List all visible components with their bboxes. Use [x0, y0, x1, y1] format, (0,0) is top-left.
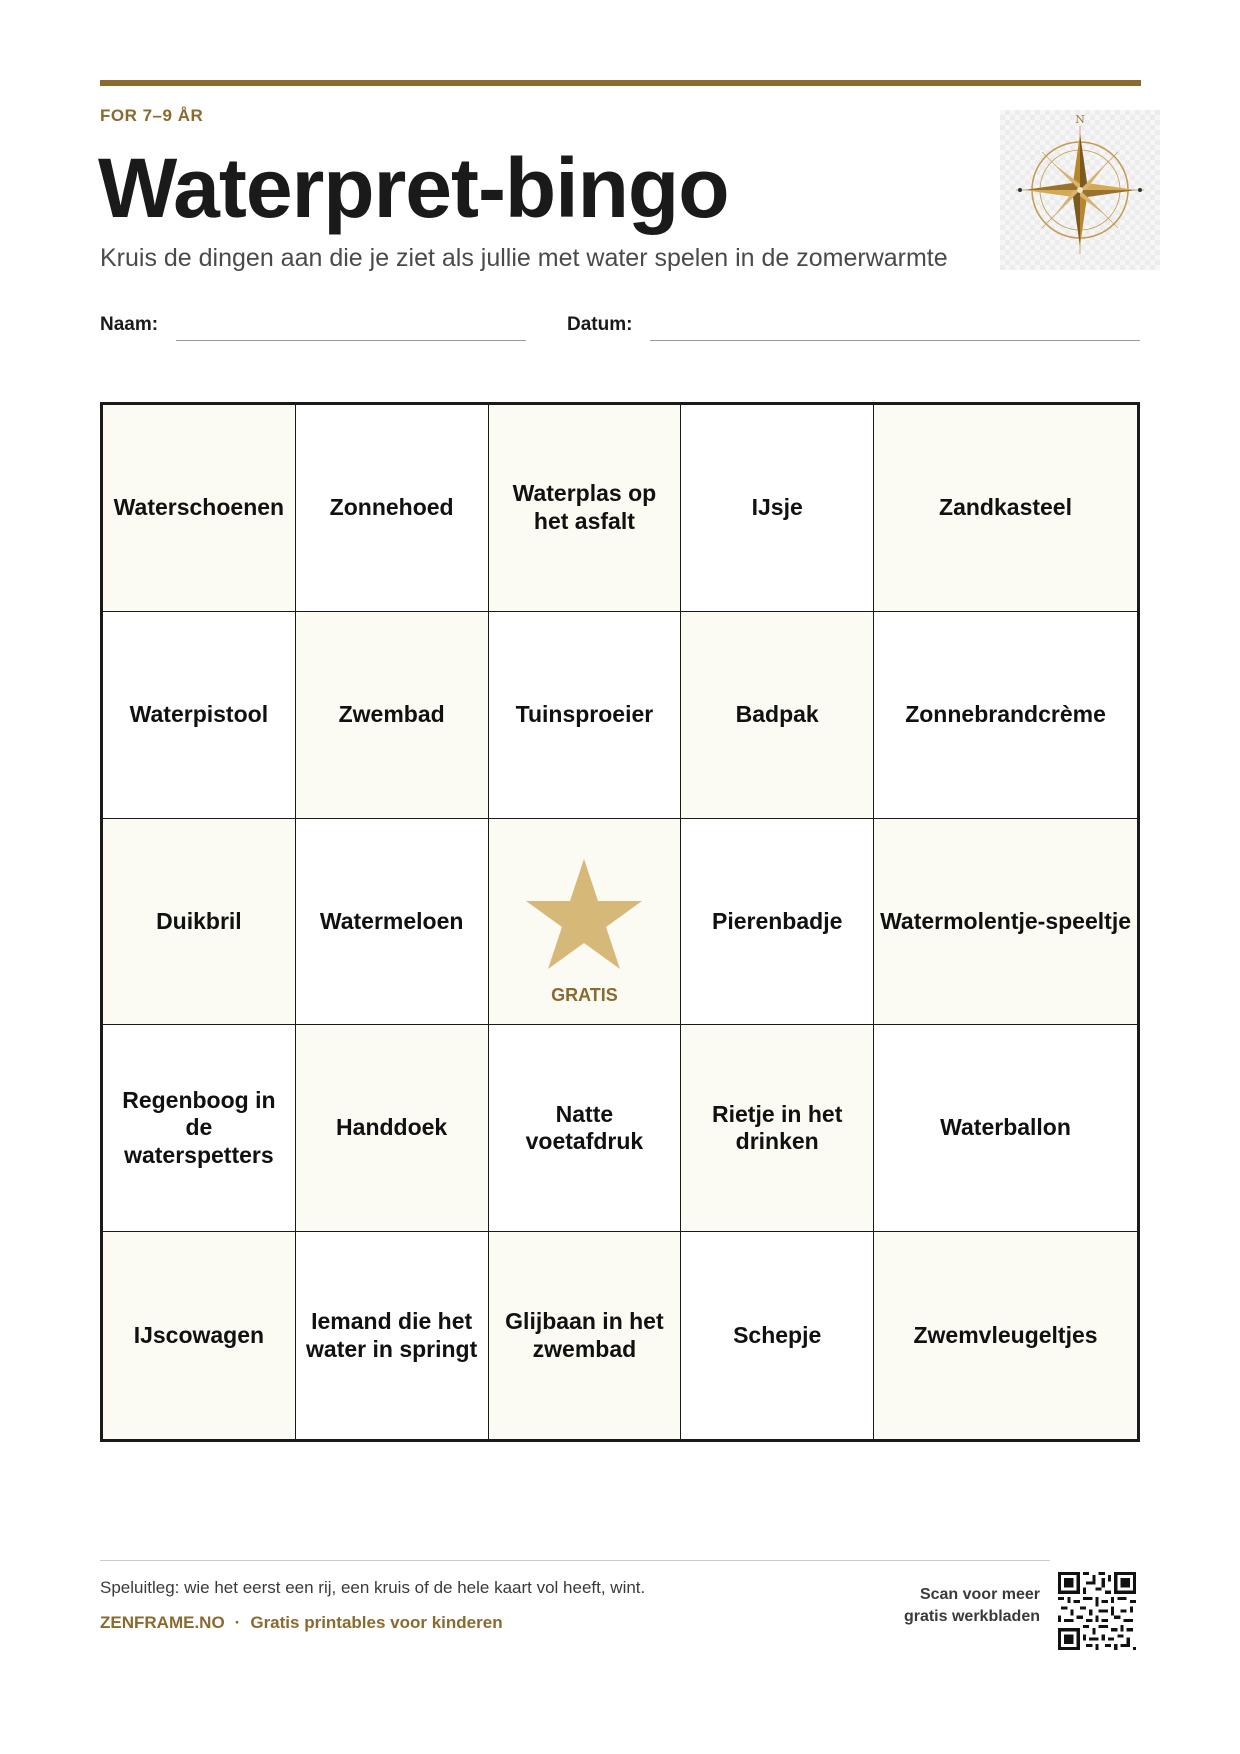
footer-divider [100, 1560, 1050, 1561]
date-label: Datum: [567, 314, 633, 335]
bingo-cell[interactable]: Watermolentje-speeltje [874, 819, 1137, 1026]
name-label: Naam: [100, 314, 159, 335]
page-subtitle: Kruis de dingen aan die je ziet als jullie met water spelen in de zomerwarmte [100, 244, 948, 272]
free-space-cell [489, 819, 682, 1026]
bingo-cell[interactable]: Duikbril [103, 819, 296, 1026]
bingo-cell[interactable]: Badpak [681, 612, 874, 819]
game-rules-text: Speluitleg: wie het eerst een rij, een kruis of de hele kaart vol heeft, wint. [100, 1578, 646, 1597]
bingo-cell[interactable]: IJsje [681, 405, 874, 612]
brand-separator: · [234, 1613, 241, 1632]
bingo-cell[interactable]: Waterballon [874, 1025, 1137, 1232]
qr-caption-line1: Scan voor meer [919, 1586, 1040, 1603]
bingo-cell[interactable]: Regenboog in de waterspetters [103, 1025, 296, 1232]
bingo-cell[interactable]: Waterpistool [103, 612, 296, 819]
brand-link[interactable]: ZENFRAME.NO [100, 1613, 225, 1632]
bingo-cell[interactable]: Waterplas op het asfalt [489, 405, 682, 612]
bingo-cell[interactable]: Zonnehoed [296, 405, 489, 612]
compass-rose-icon [1000, 110, 1160, 270]
bingo-cell[interactable]: Handdoek [296, 1025, 489, 1232]
date-field[interactable] [650, 340, 1140, 341]
age-label: FOR 7–9 ÅR [100, 106, 204, 125]
bingo-cell[interactable]: Schepje [681, 1232, 874, 1439]
bingo-cell[interactable]: Zwembad [296, 612, 489, 819]
qr-code-icon[interactable] [1058, 1572, 1136, 1650]
brand-tagline: Gratis printables voor kinderen [250, 1613, 503, 1632]
name-field[interactable] [176, 340, 526, 341]
bingo-cell[interactable]: Tuinsproeier [489, 612, 682, 819]
bingo-cell[interactable]: Zandkasteel [874, 405, 1137, 612]
top-rule [100, 80, 1141, 86]
star-icon [522, 855, 646, 973]
page-title: Waterpret-bingo [98, 141, 729, 235]
bingo-cell[interactable]: Iemand die het water in springt [296, 1232, 489, 1439]
compass-north-label: N [1075, 113, 1085, 126]
bingo-cell[interactable]: Watermeloen [296, 819, 489, 1026]
free-space-label: GRATIS [551, 984, 618, 1005]
qr-caption-line2: gratis werkbladen [903, 1607, 1040, 1625]
bingo-cell[interactable]: Waterschoenen [103, 405, 296, 612]
bingo-cell[interactable]: Zonnebrandcrème [874, 612, 1137, 819]
bingo-cell[interactable]: Glijbaan in het zwembad [489, 1232, 682, 1439]
brand-line [100, 1613, 503, 1633]
bingo-cell[interactable]: Natte voetafdruk [489, 1025, 682, 1232]
bingo-cell[interactable]: Zwemvleugeltjes [874, 1232, 1137, 1439]
qr-caption [904, 1584, 1040, 1627]
bingo-cell[interactable]: Pierenbadje [681, 819, 874, 1026]
bingo-cell[interactable]: IJscowagen [103, 1232, 296, 1439]
bingo-cell[interactable]: Rietje in het drinken [681, 1025, 874, 1232]
bingo-grid [100, 402, 1140, 1442]
